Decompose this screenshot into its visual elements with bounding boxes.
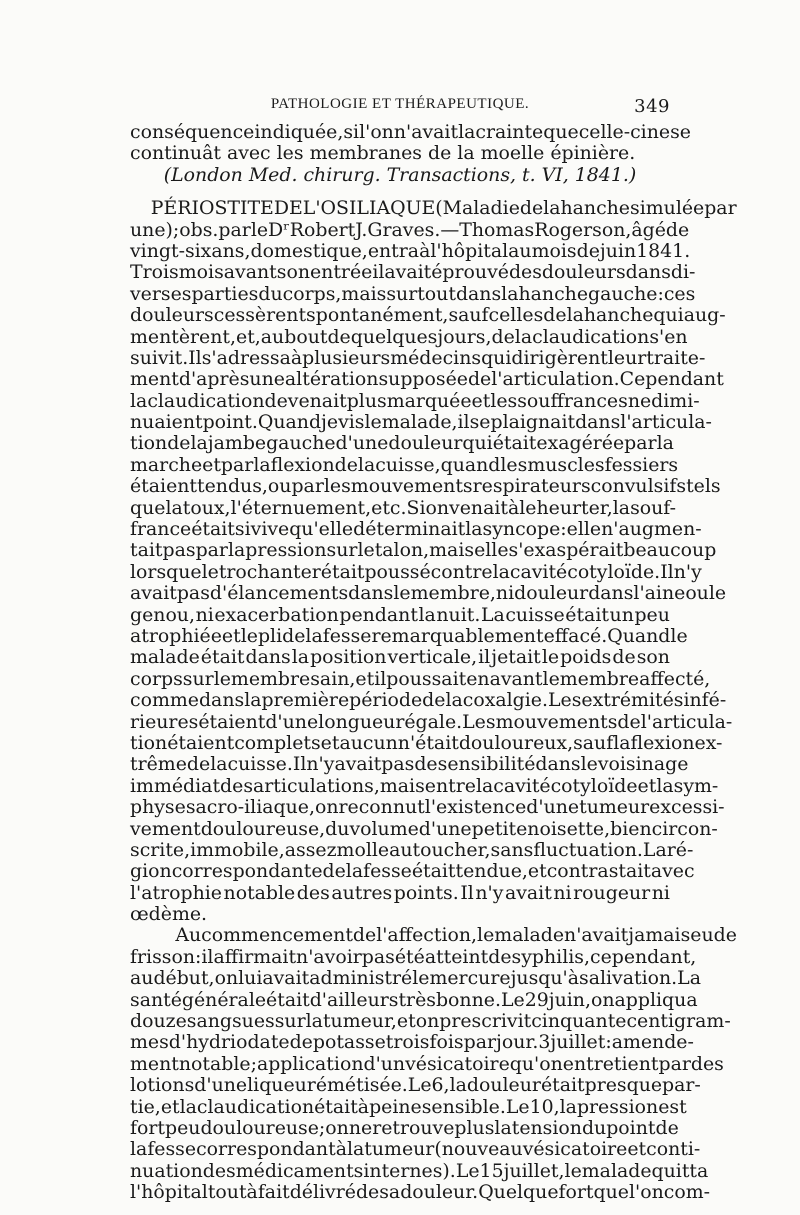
text-line: fort peu douloureuse; on ne retrouve plus la tension du point de bbox=[130, 1116, 679, 1139]
text-line: Au commencement de l'affection, le malade n'avait jamais eu de bbox=[175, 924, 737, 947]
text-line: france était si vive qu'elle déterminait la syncope : elle n'augmen- bbox=[130, 518, 702, 541]
running-title: PATHOLOGIE ET THÉRAPEUTIQUE. bbox=[270, 96, 530, 112]
text-line: atrophiée et le pli de la fesse remarquablement effacé. Quand le bbox=[130, 624, 688, 647]
text-line: physe sacro-iliaque, on reconnut l'existence d'une tumeur excessi- bbox=[130, 796, 725, 819]
text-line: douleurs cessèrent spontanément, saufcelles de la hanche qui aug- bbox=[130, 304, 726, 327]
article-text bbox=[130, 121, 737, 1204]
text-line: mentèrent, et, au bout de quelques jours, de la claudication s'en bbox=[130, 325, 688, 348]
text-line: conséquence indiquée, si l'on n'avait la crainte que celle-ci ne se bbox=[130, 121, 691, 143]
text-line: genou, ni exacerbation pendant la nuit. La cuisse était un peu bbox=[130, 603, 670, 626]
text-line: œdème. bbox=[130, 903, 208, 926]
text-line: verses parties du corps, mais surtout dans la hanche gauche : ces bbox=[130, 282, 696, 305]
text-line: la claudication devenait plus marquée et les souffrances ne dimi- bbox=[130, 389, 700, 412]
text-line: mes d'hydriodate de potasse trois fois par jour. 3 juillet : amende- bbox=[130, 1031, 694, 1054]
text-line: comme dans la première période de la coxalgie. Les extrémités infé- bbox=[130, 689, 727, 712]
text-line: corps sur le membre sain, et il poussait en avant le membre affecté, bbox=[130, 667, 711, 690]
text-line: douze sangsues sur la tumeur, et on prescrivit cinquante centigram- bbox=[130, 1010, 731, 1033]
text-line: vingt-six ans, domestique, entra à l'hôpital au mois de juin 1841. bbox=[130, 239, 691, 262]
book-page bbox=[130, 96, 737, 1204]
running-head bbox=[130, 96, 670, 122]
text-line: Trois mois avant son entrée il avait éprouvé des douleurs dans di- bbox=[130, 261, 696, 284]
text-line: marche et par la flexion de la cuisse, quand les muscles fessiers bbox=[130, 453, 679, 476]
text-line: l'atrophie notable des autres points. Il n'y avait ni rougeur ni bbox=[130, 881, 670, 904]
text-line: tie, et la claudication était à peine sensible. Le 10, la pression est bbox=[130, 1095, 687, 1118]
text-line: ment d'après une altération supposée de l'articulation. Cependant bbox=[130, 368, 724, 391]
text-line: la fesse correspondant à la tumeur (nouveau vésicatoire et conti- bbox=[130, 1138, 701, 1161]
text-line: que la toux, l'éternuement, etc. Si on venait à le heurter, la souf- bbox=[130, 496, 676, 519]
text-line: étaient tendus, ou par les mouvements respirateurs convulsifs tels bbox=[130, 475, 721, 498]
text-line: une); obs. par le Dʳ Robert J. Graves. — Thomas Rogerson, âgé de bbox=[130, 218, 690, 241]
text-line: lorsque le trochanter était poussé contre la cavité cotyloïde. Il n'y bbox=[130, 560, 702, 583]
text-line: scrite, immobile, assez molle au toucher, sans fluctuation. La ré- bbox=[130, 838, 694, 861]
text-line: au début, on lui avait administré le mercure jusqu'à salivation. La bbox=[130, 967, 701, 990]
text-line: tion de la jambe gauche d'une douleur qui était exagérée par la bbox=[130, 432, 674, 455]
text-line: nuaient point. Quand je vis le malade, il se plaignait dans l'articula- bbox=[130, 411, 712, 434]
text-line: frisson : il affirmait n'avoir pas été atteint de syphilis, cependant, bbox=[130, 945, 697, 968]
text-line: tion étaient complets et aucun n'était douloureux, sauf la flexion ex- bbox=[130, 731, 723, 754]
text-line: tait pas par la pression sur le talon, mais elle s'exaspérait beaucoup bbox=[130, 539, 717, 562]
text-line: immédiat des articulations, mais entre la cavité cotyloïde et la sym- bbox=[130, 774, 719, 797]
text-line: continuât avec les membranes de la moelle épinière. bbox=[130, 142, 636, 165]
text-line: gion correspondante de la fesse était tendue, et contrastait avec bbox=[130, 860, 695, 883]
text-line: l'hôpital tout à fait délivré de sa douleur. Quelque fort que l'on com- bbox=[130, 1181, 710, 1204]
text-line: vement douloureuse, du volume d'une petite noisette, bien circon- bbox=[130, 817, 718, 840]
text-line: nuation des médicaments internes). Le 15 juillet, le malade quitta bbox=[130, 1159, 709, 1182]
text-line: rieures étaient d'une longueur égale. Les mouvements de l'articula- bbox=[130, 710, 733, 733]
text-line: malade était dans la position verticale, il jetait le poids de son bbox=[130, 646, 670, 669]
page-number: 349 bbox=[634, 96, 670, 117]
text-line: (London Med. chirurg. Transactions, t. VI, 1841.) bbox=[163, 163, 637, 186]
text-line: suivit. Il s'adressa à plusieurs médecins qui dirigèrent leur traite- bbox=[130, 346, 706, 369]
text-line: ment notable; application d'un vésicatoire qu'on entretient par des bbox=[130, 1052, 724, 1075]
text-line: santé générale était d'ailleurs très bonne. Le 29 juin, on appliqua bbox=[130, 988, 698, 1011]
text-line: trême de la cuisse. Il n'y avait pas de sensibilité dans le voisinage bbox=[130, 753, 689, 776]
text-line: lotions d'une liqueur émétisée. Le 6, la douleur était presque par- bbox=[130, 1074, 701, 1097]
text-line: PÉRIOSTITE DE L'OS ILIAQUE (Maladie de la hanche simulée par bbox=[150, 197, 737, 220]
text-line: avait pas d'élancements dans le membre, ni douleur dans l'aine ou le bbox=[130, 582, 727, 605]
